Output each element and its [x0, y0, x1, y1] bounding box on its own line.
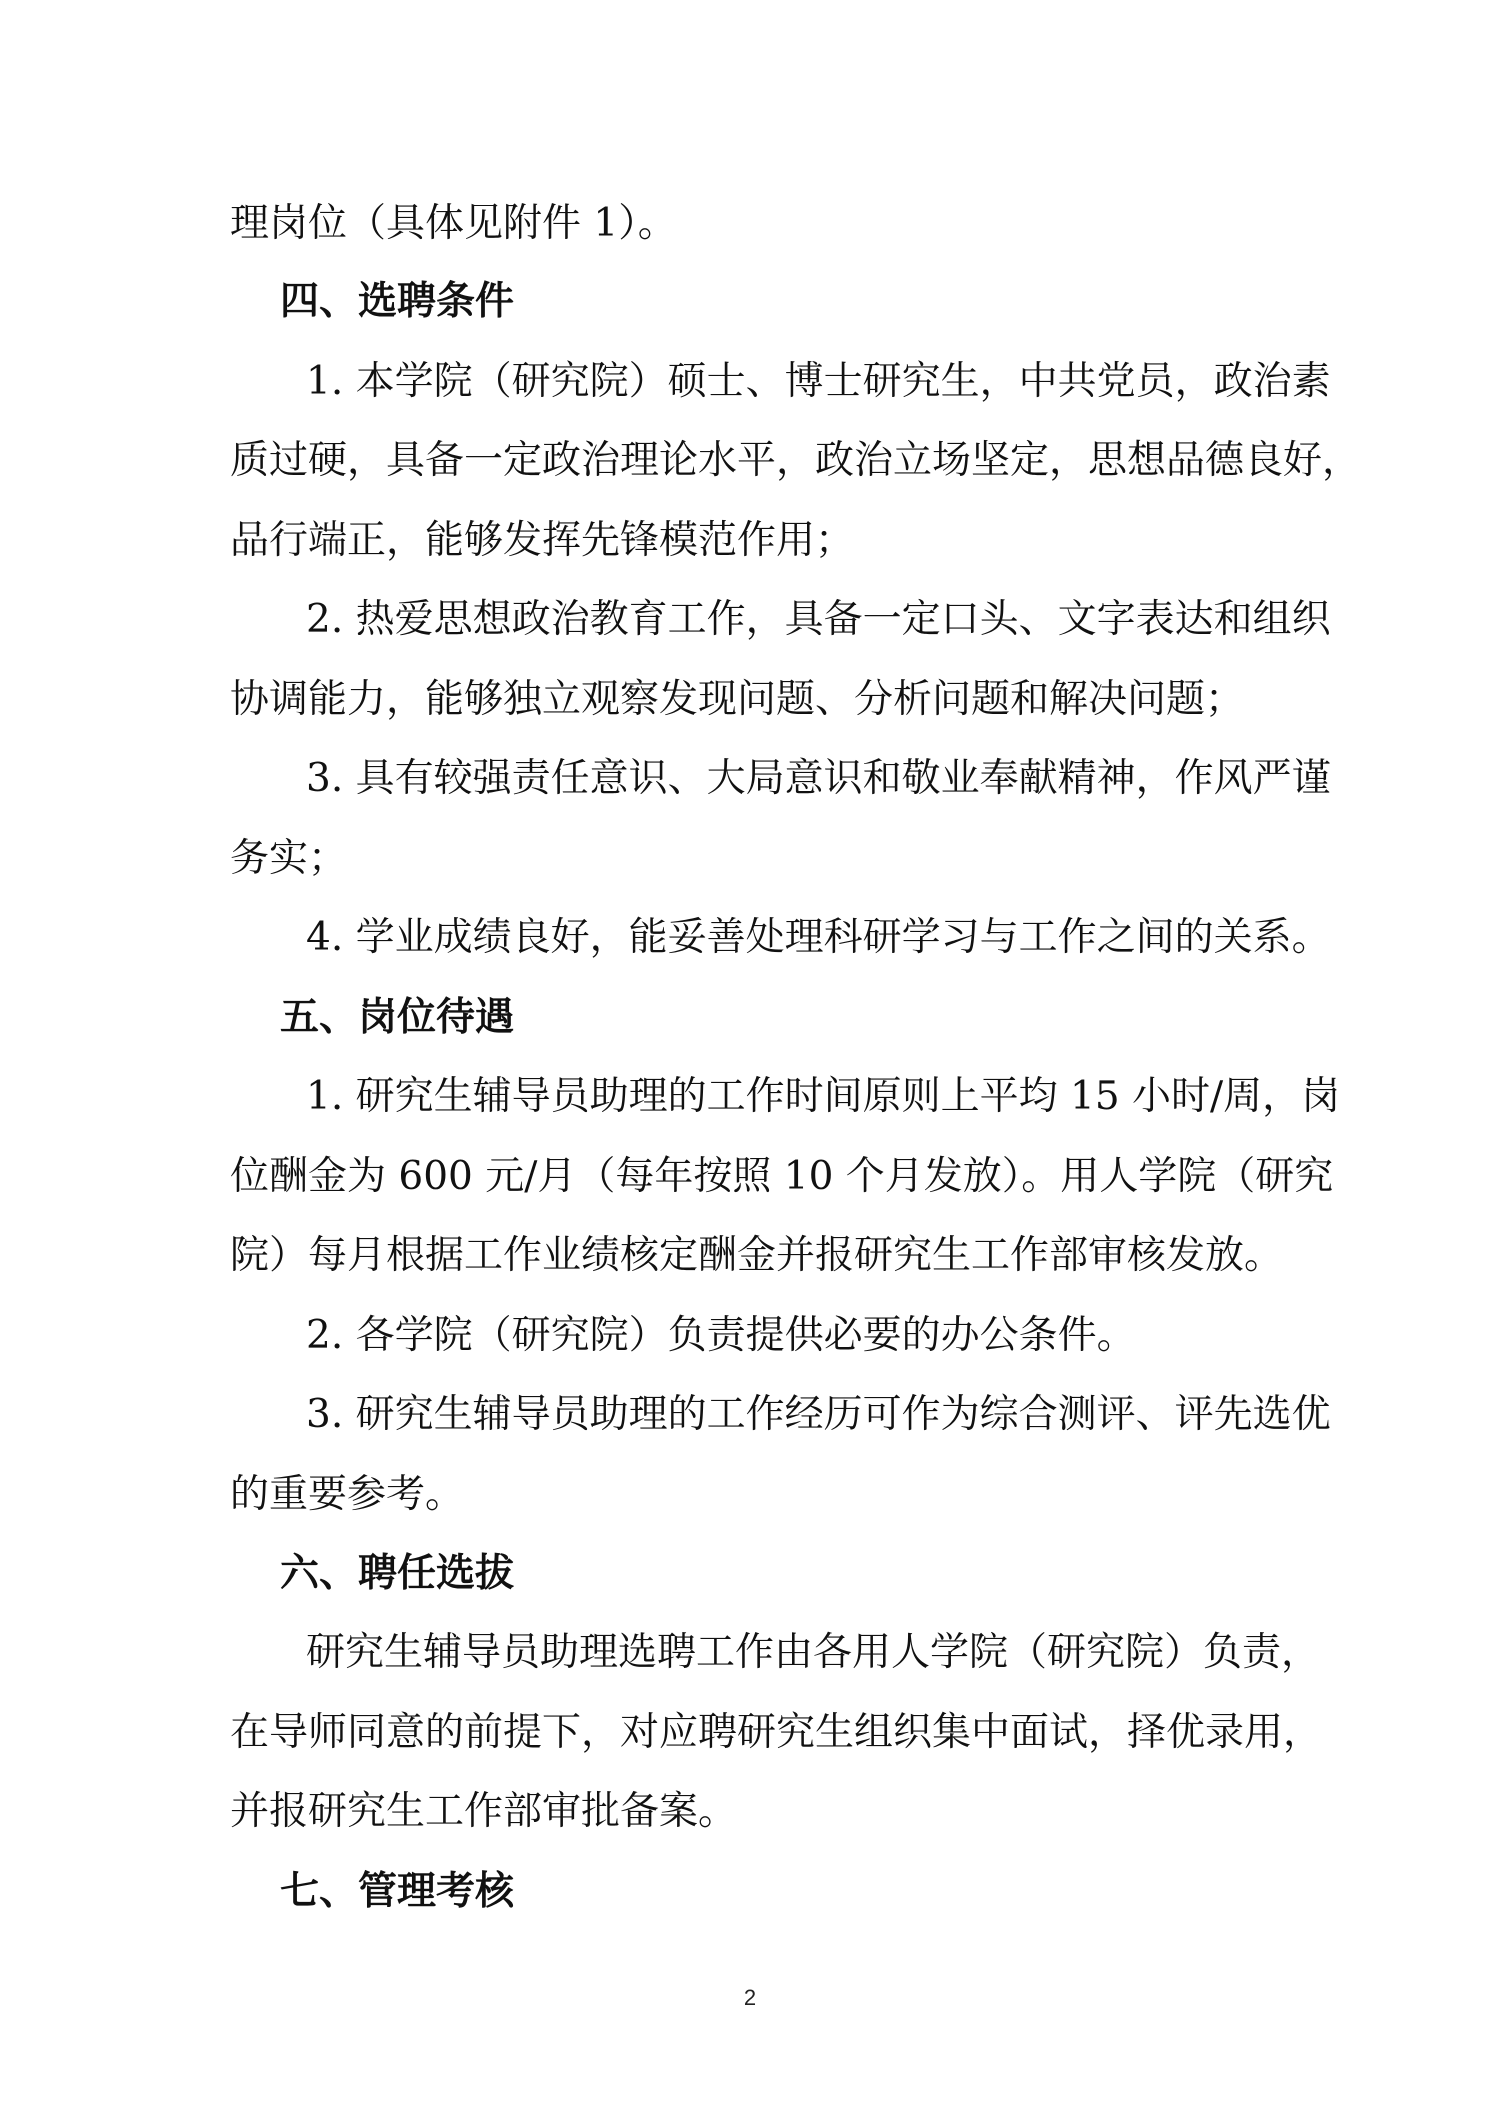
benefit-1-line-3: 院）每月根据工作业绩核定酬金并报研究生工作部审核发放。	[230, 1233, 1284, 1278]
benefit-3-line-2: 的重要参考。	[230, 1472, 465, 1517]
condition-2-line-2: 协调能力，能够独立观察发现问题、分析问题和解决问题；	[230, 677, 1245, 722]
section-heading-selection-conditions: 四、选聘条件	[280, 279, 515, 324]
benefit-3-line-1: 3. 研究生辅导员助理的工作经历可作为综合测评、评先选优	[306, 1392, 1331, 1437]
condition-3-line-2: 务实；	[230, 836, 348, 881]
page-number: 2	[743, 1985, 757, 2010]
condition-1-line-1: 1. 本学院（研究院）硕士、博士研究生，中共党员，政治素	[306, 359, 1331, 404]
condition-1-line-3: 品行端正，能够发挥先锋模范作用；	[230, 518, 855, 563]
appointment-line-2: 在导师同意的前提下，对应聘研究生组织集中面试，择优录用，	[230, 1710, 1323, 1755]
appointment-line-3: 并报研究生工作部审批备案。	[230, 1789, 738, 1834]
condition-3-line-1: 3. 具有较强责任意识、大局意识和敬业奉献精神，作风严谨	[306, 756, 1331, 801]
benefit-1-line-1: 1. 研究生辅导员助理的工作时间原则上平均 15 小时/周，岗	[306, 1074, 1341, 1119]
section-heading-appointment-selection: 六、聘任选拔	[280, 1551, 515, 1596]
condition-1-line-2: 质过硬，具备一定政治理论水平，政治立场坚定，思想品德良好，	[230, 438, 1362, 483]
appointment-line-1: 研究生辅导员助理选聘工作由各用人学院（研究院）负责，	[306, 1630, 1321, 1675]
benefit-1-line-2: 位酬金为 600 元/月（每年按照 10 个月发放）。用人学院（研究	[230, 1154, 1334, 1199]
benefit-2-line-1: 2. 各学院（研究院）负责提供必要的办公条件。	[306, 1313, 1136, 1358]
section-heading-management-assessment: 七、管理考核	[280, 1869, 515, 1914]
section-heading-position-benefits: 五、岗位待遇	[280, 995, 515, 1040]
condition-2-line-1: 2. 热爱思想政治教育工作，具备一定口头、文字表达和组织	[306, 597, 1331, 642]
body-line-continuation: 理岗位（具体见附件 1）。	[230, 201, 677, 246]
condition-4-line-1: 4. 学业成绩良好，能妥善处理科研学习与工作之间的关系。	[306, 915, 1331, 960]
